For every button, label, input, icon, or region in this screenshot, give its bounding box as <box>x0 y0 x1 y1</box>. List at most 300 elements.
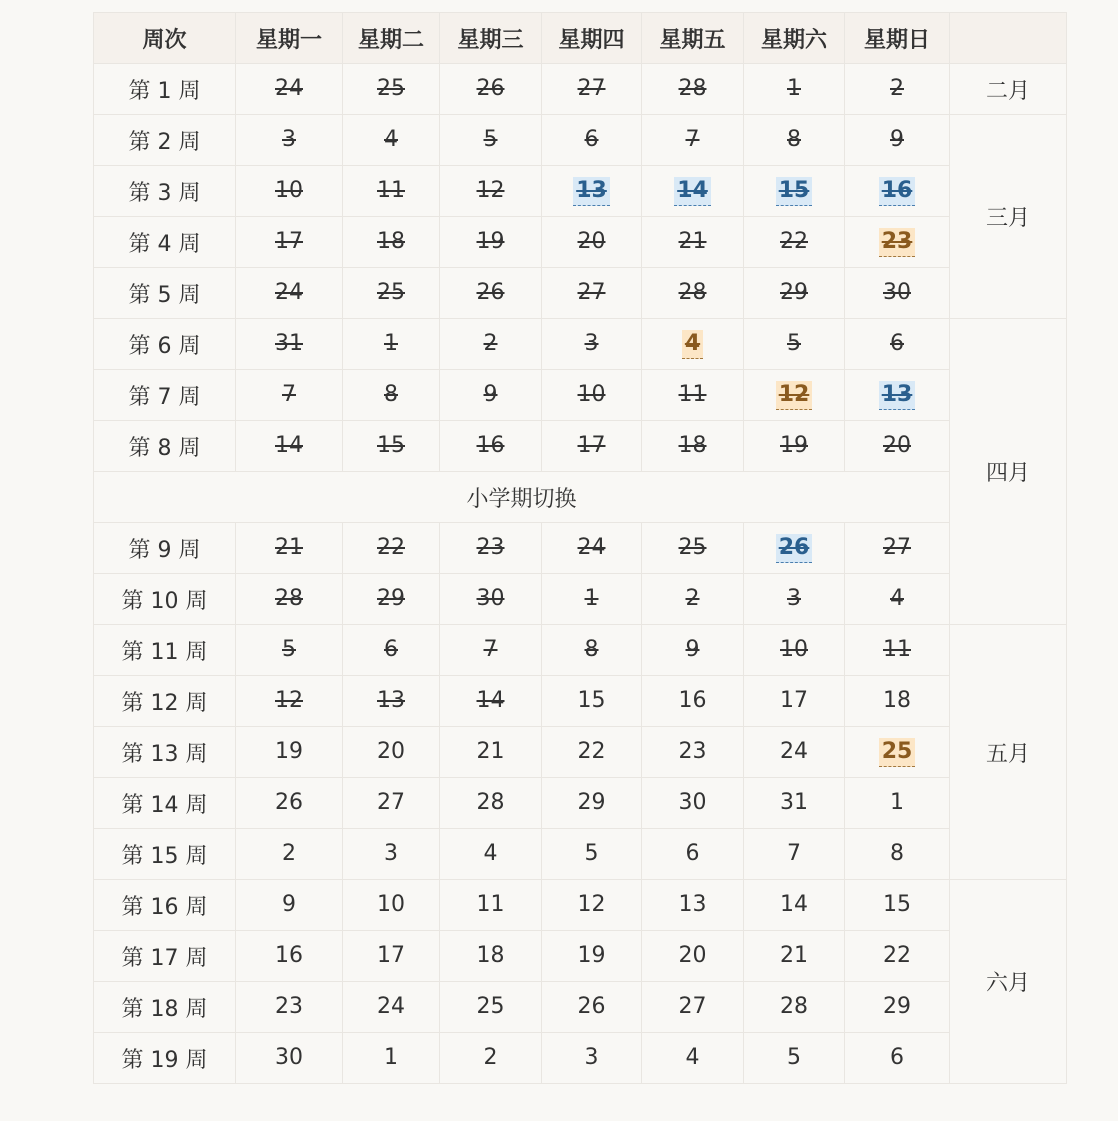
day-number: 11 <box>377 178 405 203</box>
day-number: 5 <box>483 127 498 152</box>
week-label: 第 8 周 <box>94 421 236 472</box>
month-label: 二月 <box>950 64 1067 115</box>
day-cell <box>744 574 845 625</box>
day-cell <box>542 931 642 982</box>
day-number: 8 <box>384 382 398 407</box>
day-number: 5 <box>584 841 599 866</box>
day-cell <box>744 370 845 421</box>
week-row <box>94 370 1067 421</box>
day-cell <box>642 1033 744 1084</box>
day-number: 14 <box>275 433 303 458</box>
day-number: 18 <box>883 688 911 713</box>
header-day: 星期一 <box>236 13 343 64</box>
day-number-blue-highlight: 13 <box>879 381 916 410</box>
day-number: 8 <box>890 841 904 866</box>
header-week: 周次 <box>94 13 236 64</box>
day-cell <box>236 982 343 1033</box>
week-row <box>94 115 1067 166</box>
day-number: 19 <box>275 739 303 764</box>
day-number-orange-highlight: 12 <box>776 381 813 410</box>
day-number: 9 <box>685 637 700 662</box>
day-cell <box>542 115 642 166</box>
semester-calendar-table <box>93 12 1067 1084</box>
day-cell <box>744 880 845 931</box>
day-number: 14 <box>476 688 505 713</box>
day-cell <box>744 268 845 319</box>
day-number: 25 <box>377 76 405 101</box>
day-number: 22 <box>780 229 808 254</box>
day-number: 17 <box>275 229 303 254</box>
day-number: 1 <box>787 76 801 101</box>
day-number: 28 <box>476 790 505 815</box>
week-label: 第 18 周 <box>94 982 236 1033</box>
day-number: 25 <box>678 535 707 560</box>
day-cell <box>642 931 744 982</box>
day-cell <box>542 217 642 268</box>
day-number: 4 <box>384 127 398 152</box>
day-cell <box>845 64 950 115</box>
day-cell <box>440 523 542 574</box>
day-number-orange-highlight: 23 <box>879 228 916 257</box>
header-day: 星期日 <box>845 13 950 64</box>
day-number: 17 <box>377 943 405 968</box>
header-day: 星期六 <box>744 13 845 64</box>
day-number: 8 <box>787 127 801 152</box>
day-number: 11 <box>678 382 707 407</box>
month-label: 三月 <box>950 115 1067 319</box>
day-number: 16 <box>476 433 505 458</box>
week-label: 第 19 周 <box>94 1033 236 1084</box>
day-cell <box>744 982 845 1033</box>
day-cell <box>440 370 542 421</box>
day-cell <box>440 421 542 472</box>
day-number: 15 <box>377 433 405 458</box>
day-number: 20 <box>577 229 606 254</box>
day-number: 12 <box>275 688 303 713</box>
day-cell <box>744 523 845 574</box>
day-number: 29 <box>780 280 808 305</box>
header-day: 星期四 <box>542 13 642 64</box>
day-cell <box>542 625 642 676</box>
day-number: 10 <box>780 637 808 662</box>
day-cell <box>440 829 542 880</box>
day-cell <box>642 217 744 268</box>
day-cell <box>642 421 744 472</box>
day-number: 31 <box>275 331 303 356</box>
day-number: 4 <box>890 586 904 611</box>
day-cell <box>542 1033 642 1084</box>
week-label: 第 13 周 <box>94 727 236 778</box>
week-label: 第 6 周 <box>94 319 236 370</box>
day-cell <box>744 217 845 268</box>
day-number: 15 <box>883 892 911 917</box>
day-cell <box>343 421 440 472</box>
day-cell <box>343 115 440 166</box>
day-cell <box>236 523 343 574</box>
day-cell <box>642 370 744 421</box>
week-label: 第 10 周 <box>94 574 236 625</box>
day-number: 29 <box>377 586 405 611</box>
day-cell <box>542 778 642 829</box>
day-number: 26 <box>577 994 606 1019</box>
day-cell <box>440 319 542 370</box>
day-number: 21 <box>780 943 808 968</box>
day-number: 11 <box>476 892 505 917</box>
day-cell <box>236 880 343 931</box>
day-number-blue-highlight: 26 <box>776 534 813 563</box>
day-number: 28 <box>678 280 707 305</box>
header-row <box>94 13 1067 64</box>
day-cell <box>343 982 440 1033</box>
day-number: 27 <box>883 535 911 560</box>
day-cell <box>343 778 440 829</box>
day-cell <box>642 829 744 880</box>
day-number: 16 <box>275 943 303 968</box>
day-number: 3 <box>584 331 599 356</box>
day-cell <box>542 574 642 625</box>
day-number: 21 <box>678 229 707 254</box>
day-number: 27 <box>377 790 405 815</box>
day-cell <box>440 64 542 115</box>
day-number: 25 <box>377 280 405 305</box>
semester-switch-label: 小学期切换 <box>94 472 950 523</box>
week-row <box>94 778 1067 829</box>
month-label: 四月 <box>950 319 1067 625</box>
day-number: 29 <box>577 790 606 815</box>
day-number: 3 <box>787 586 801 611</box>
day-number: 20 <box>377 739 405 764</box>
day-cell <box>542 421 642 472</box>
day-cell <box>236 268 343 319</box>
day-number: 23 <box>275 994 303 1019</box>
day-cell <box>542 727 642 778</box>
day-cell <box>343 370 440 421</box>
day-cell <box>845 115 950 166</box>
day-number: 5 <box>787 331 801 356</box>
day-cell <box>343 523 440 574</box>
day-cell <box>542 268 642 319</box>
day-cell <box>343 727 440 778</box>
day-number: 6 <box>890 1045 904 1070</box>
week-row <box>94 727 1067 778</box>
day-cell <box>236 421 343 472</box>
day-number: 26 <box>476 280 505 305</box>
day-cell <box>744 319 845 370</box>
day-number: 2 <box>890 76 904 101</box>
week-row <box>94 574 1067 625</box>
day-number: 12 <box>476 178 505 203</box>
day-number: 17 <box>780 688 808 713</box>
day-number: 6 <box>890 331 904 356</box>
day-cell <box>845 1033 950 1084</box>
week-row <box>94 64 1067 115</box>
day-cell <box>440 268 542 319</box>
day-cell <box>744 676 845 727</box>
day-number: 30 <box>678 790 707 815</box>
day-cell <box>642 319 744 370</box>
day-cell <box>845 982 950 1033</box>
day-number: 19 <box>780 433 808 458</box>
day-cell <box>440 166 542 217</box>
day-number: 27 <box>577 76 606 101</box>
week-row <box>94 421 1067 472</box>
day-number: 1 <box>384 331 398 356</box>
day-number: 19 <box>476 229 505 254</box>
day-cell <box>845 829 950 880</box>
day-cell <box>542 166 642 217</box>
day-number: 2 <box>483 1045 498 1070</box>
day-cell <box>440 115 542 166</box>
day-cell <box>236 778 343 829</box>
day-number: 28 <box>780 994 808 1019</box>
day-number: 28 <box>275 586 303 611</box>
day-cell <box>236 1033 343 1084</box>
day-number: 3 <box>584 1045 599 1070</box>
day-cell <box>542 370 642 421</box>
day-cell <box>236 625 343 676</box>
day-cell <box>845 880 950 931</box>
day-cell <box>845 370 950 421</box>
day-number: 5 <box>282 637 296 662</box>
day-number: 26 <box>476 76 505 101</box>
day-number: 18 <box>476 943 505 968</box>
day-cell <box>744 64 845 115</box>
day-cell <box>343 676 440 727</box>
day-cell <box>236 370 343 421</box>
week-label: 第 3 周 <box>94 166 236 217</box>
day-cell <box>642 982 744 1033</box>
day-cell <box>845 727 950 778</box>
day-cell <box>845 778 950 829</box>
day-number: 13 <box>678 892 707 917</box>
day-number: 31 <box>780 790 808 815</box>
week-label: 第 16 周 <box>94 880 236 931</box>
header-day: 星期三 <box>440 13 542 64</box>
day-number: 27 <box>678 994 707 1019</box>
day-cell <box>845 166 950 217</box>
day-number: 6 <box>384 637 398 662</box>
day-number-blue-highlight: 15 <box>776 177 813 206</box>
day-number: 28 <box>678 76 707 101</box>
day-number: 3 <box>384 841 398 866</box>
day-cell <box>542 829 642 880</box>
week-row <box>94 268 1067 319</box>
day-number: 2 <box>282 841 296 866</box>
week-row <box>94 1033 1067 1084</box>
day-cell <box>440 727 542 778</box>
day-number: 29 <box>883 994 911 1019</box>
week-label: 第 4 周 <box>94 217 236 268</box>
day-cell <box>343 829 440 880</box>
day-cell <box>343 931 440 982</box>
day-number: 7 <box>483 637 498 662</box>
day-number: 12 <box>577 892 606 917</box>
day-cell <box>343 880 440 931</box>
day-number: 22 <box>883 943 911 968</box>
day-number: 7 <box>787 841 801 866</box>
day-cell <box>542 319 642 370</box>
week-label: 第 2 周 <box>94 115 236 166</box>
day-cell <box>236 64 343 115</box>
day-cell <box>440 880 542 931</box>
day-cell <box>744 625 845 676</box>
month-label: 五月 <box>950 625 1067 880</box>
day-cell <box>236 115 343 166</box>
day-number: 4 <box>685 1045 700 1070</box>
day-number: 24 <box>275 280 303 305</box>
day-cell <box>744 931 845 982</box>
day-cell <box>744 1033 845 1084</box>
day-number: 25 <box>476 994 505 1019</box>
day-cell <box>236 319 343 370</box>
day-number: 11 <box>883 637 911 662</box>
day-number: 10 <box>377 892 405 917</box>
day-cell <box>236 727 343 778</box>
day-number: 5 <box>787 1045 801 1070</box>
day-cell <box>845 625 950 676</box>
day-number: 30 <box>883 280 911 305</box>
week-label: 第 14 周 <box>94 778 236 829</box>
day-cell <box>642 64 744 115</box>
day-number: 4 <box>483 841 498 866</box>
day-number: 22 <box>577 739 606 764</box>
day-number: 23 <box>678 739 707 764</box>
day-number: 27 <box>577 280 606 305</box>
day-cell <box>744 115 845 166</box>
day-number-orange-highlight: 4 <box>682 330 703 359</box>
day-cell <box>440 676 542 727</box>
day-cell <box>343 625 440 676</box>
week-label: 第 5 周 <box>94 268 236 319</box>
day-cell <box>642 778 744 829</box>
day-cell <box>642 115 744 166</box>
week-row <box>94 676 1067 727</box>
day-number: 20 <box>678 943 707 968</box>
week-row <box>94 166 1067 217</box>
week-label: 第 9 周 <box>94 523 236 574</box>
day-cell <box>542 880 642 931</box>
day-cell <box>343 1033 440 1084</box>
header-day: 星期二 <box>343 13 440 64</box>
day-number: 30 <box>476 586 505 611</box>
day-cell <box>744 829 845 880</box>
day-cell <box>845 676 950 727</box>
day-cell <box>642 523 744 574</box>
day-number: 23 <box>476 535 505 560</box>
day-number: 16 <box>678 688 707 713</box>
day-cell <box>744 166 845 217</box>
day-cell <box>542 523 642 574</box>
week-label: 第 7 周 <box>94 370 236 421</box>
day-number: 1 <box>384 1045 398 1070</box>
day-cell <box>642 574 744 625</box>
day-cell <box>542 64 642 115</box>
day-cell <box>343 64 440 115</box>
day-cell <box>845 217 950 268</box>
day-cell <box>845 523 950 574</box>
day-number: 2 <box>483 331 498 356</box>
day-cell <box>440 574 542 625</box>
day-cell <box>440 217 542 268</box>
day-cell <box>343 574 440 625</box>
day-number: 6 <box>584 127 599 152</box>
day-cell <box>642 268 744 319</box>
day-number: 10 <box>275 178 303 203</box>
day-cell <box>236 166 343 217</box>
day-number: 1 <box>584 586 599 611</box>
day-cell <box>440 778 542 829</box>
day-cell <box>440 625 542 676</box>
day-cell <box>642 727 744 778</box>
day-number: 24 <box>377 994 405 1019</box>
day-cell <box>236 217 343 268</box>
day-cell <box>642 676 744 727</box>
day-cell <box>744 727 845 778</box>
week-row <box>94 217 1067 268</box>
day-number: 3 <box>282 127 296 152</box>
day-number-blue-highlight: 16 <box>879 177 916 206</box>
week-row <box>94 319 1067 370</box>
day-number: 26 <box>275 790 303 815</box>
day-cell <box>542 982 642 1033</box>
week-label: 第 17 周 <box>94 931 236 982</box>
day-number-blue-highlight: 14 <box>674 177 711 206</box>
day-number: 19 <box>577 943 606 968</box>
week-row <box>94 931 1067 982</box>
day-number: 7 <box>685 127 700 152</box>
week-row <box>94 982 1067 1033</box>
semester-switch-row <box>94 472 1067 523</box>
day-cell <box>845 421 950 472</box>
day-cell <box>744 778 845 829</box>
day-number: 7 <box>282 382 296 407</box>
day-number: 24 <box>577 535 606 560</box>
day-number: 24 <box>780 739 808 764</box>
day-cell <box>343 217 440 268</box>
day-number: 21 <box>275 535 303 560</box>
day-number: 18 <box>377 229 405 254</box>
day-number: 20 <box>883 433 911 458</box>
week-row <box>94 523 1067 574</box>
day-cell <box>845 931 950 982</box>
week-label: 第 12 周 <box>94 676 236 727</box>
day-cell <box>542 676 642 727</box>
week-label: 第 1 周 <box>94 64 236 115</box>
week-row <box>94 829 1067 880</box>
day-number: 9 <box>483 382 498 407</box>
week-label: 第 11 周 <box>94 625 236 676</box>
day-number: 9 <box>890 127 904 152</box>
day-number: 14 <box>780 892 808 917</box>
day-cell <box>845 319 950 370</box>
day-cell <box>642 625 744 676</box>
day-number: 15 <box>577 688 606 713</box>
day-cell <box>236 931 343 982</box>
day-number: 30 <box>275 1045 303 1070</box>
week-row <box>94 625 1067 676</box>
day-number: 9 <box>282 892 296 917</box>
day-cell <box>744 421 845 472</box>
day-cell <box>236 676 343 727</box>
calendar-body <box>94 64 1067 1084</box>
header-month <box>950 13 1067 64</box>
day-number-orange-highlight: 25 <box>879 738 916 767</box>
day-number-blue-highlight: 13 <box>573 177 610 206</box>
week-label: 第 15 周 <box>94 829 236 880</box>
day-cell <box>343 268 440 319</box>
day-number: 17 <box>577 433 606 458</box>
day-number: 13 <box>377 688 405 713</box>
